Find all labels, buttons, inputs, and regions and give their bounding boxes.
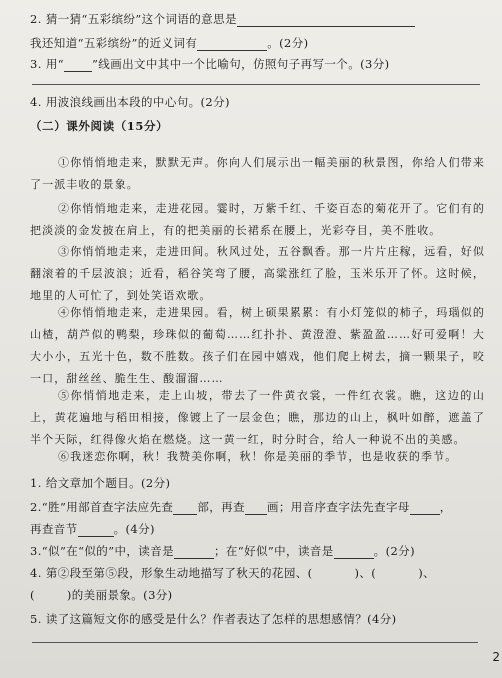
page-number: 2 — [492, 650, 500, 664]
question-3-part-a: 3.“似”在“似的”中，读音是 — [30, 544, 174, 558]
answer-blank[interactable] — [78, 524, 114, 537]
question-2-score: 。(2分) — [267, 36, 309, 50]
question-2-synonym-line — [30, 36, 309, 51]
answer-line[interactable] — [32, 84, 480, 85]
question-4-part-d: ( — [30, 588, 35, 602]
answer-blank[interactable] — [197, 38, 267, 51]
question-2-part-c: 画；用音序查字法先查字母 — [266, 500, 410, 514]
answer-blank[interactable] — [410, 502, 440, 515]
question-4-part-b: )、( — [354, 566, 377, 580]
section-title: （二）课外阅读（15分） — [30, 119, 169, 133]
answer-blank[interactable] — [173, 502, 197, 515]
question-2-part-d: ， — [439, 500, 452, 514]
question-5-line: 5. 读了这篇短文你的感受是什么？作者表达了怎样的思想感情？(4分) — [30, 612, 397, 626]
question-2-line — [30, 12, 415, 27]
question-4-part-e: )的美丽景象。(3分) — [66, 588, 173, 602]
question-4-scenery-line — [30, 566, 435, 581]
answer-line[interactable] — [32, 642, 478, 643]
question-2-part-b: 部，再查 — [197, 500, 245, 514]
passage-paragraph-4: ④你悄悄地走来，走进果园。看，树上硕果累累：有小灯笼似的柿子，玛瑙似的山楂，葫芦似的鸭梨，珍珠似的葡萄……红扑扑、黄澄澄、紫盈盈……好可爱啊！大大小小，五光十色，数不胜数。孩子们在园中嬉戏，他们爬上树去，摘一颗果子，咬一口，甜丝丝、脆生生、酸溜溜…… — [30, 306, 485, 385]
answer-blank[interactable] — [237, 14, 415, 27]
passage-paragraph-2: ②你悄悄地走来，走进花园。霎时，万紫千红、千姿百态的菊花开了。它们有的把淡淡的金发披在肩上，有的把美丽的长裙系在腰上，光彩夺目，美不胜收。 — [30, 202, 485, 237]
answer-blank[interactable] — [174, 546, 214, 559]
question-4-part-a: 4. 第②段至第⑤段，形象生动地描写了秋天的花园、( — [30, 566, 313, 580]
passage-paragraph-3: ③你悄悄地走来，走进田间。秋风过处，五谷飘香。那一片片庄稼，远看，好似翻滚着的千层波浪；近看，稻谷笑弯了腰，高粱涨红了脸，玉米乐开了怀。这时候，地里的人可忙了，到处笑语欢歌。 — [30, 245, 485, 302]
answer-blank[interactable] — [245, 502, 267, 515]
passage-paragraph-5: ⑤你悄悄地走来，走上山坡，带去了一件黄衣裳，一件红衣裳。瞧，这边的山上，黄花遍地与稻田相接，像镀上了一层金色；瞧，那边的山上，枫叶如醉，遮盖了半个天际，红得像火焰在燃烧。这一黄一红，时分时合，给人一种说不出的美感。 — [30, 389, 485, 446]
question-4-line: 4. 用波浪线画出本段的中心句。(2分) — [30, 95, 230, 109]
question-3-text-b: ”线画出文中其中一个比喻句，仿照句子再写一个。(3分) — [92, 57, 390, 71]
passage-paragraph-6: ⑥我迷恋你啊，秋！我赞美你啊，秋！你是美丽的季节，也是收获的季节。 — [58, 450, 458, 463]
passage-paragraph-1: ①你悄悄地走来，默默无声。你向人们展示出一幅美丽的秋景图，你给人们带来了一派丰收的景象。 — [30, 156, 485, 191]
underline-sample — [64, 59, 92, 72]
question-2-part-f: 。(4分) — [113, 522, 155, 536]
question-4-part-c: )、 — [418, 566, 435, 580]
question-1-line: 1. 给文章加个题目。(2分) — [30, 476, 171, 490]
question-2-radical-line — [30, 500, 452, 515]
question-2-synonym-text: 我还知道“五彩缤纷”的近义词有 — [30, 36, 198, 50]
question-4-scenery-line-2 — [30, 588, 173, 603]
question-3-line — [30, 57, 389, 72]
answer-blank[interactable] — [334, 546, 374, 559]
question-2-text: 2. 猜一猜“五彩缤纷”这个词语的意思是 — [30, 12, 237, 26]
question-3-text-a: 3. 用“ — [30, 57, 65, 71]
question-3-pronunciation-line — [30, 544, 415, 559]
question-3-part-c: 。(2分) — [373, 544, 415, 558]
question-3-part-b: ；在“好似”中，读音是 — [214, 544, 334, 558]
question-2-part-a: 2.“胜”用部首查字法应先查 — [30, 500, 174, 514]
question-2-syllable-line — [30, 522, 155, 537]
question-2-part-e: 再查音节 — [30, 522, 78, 536]
